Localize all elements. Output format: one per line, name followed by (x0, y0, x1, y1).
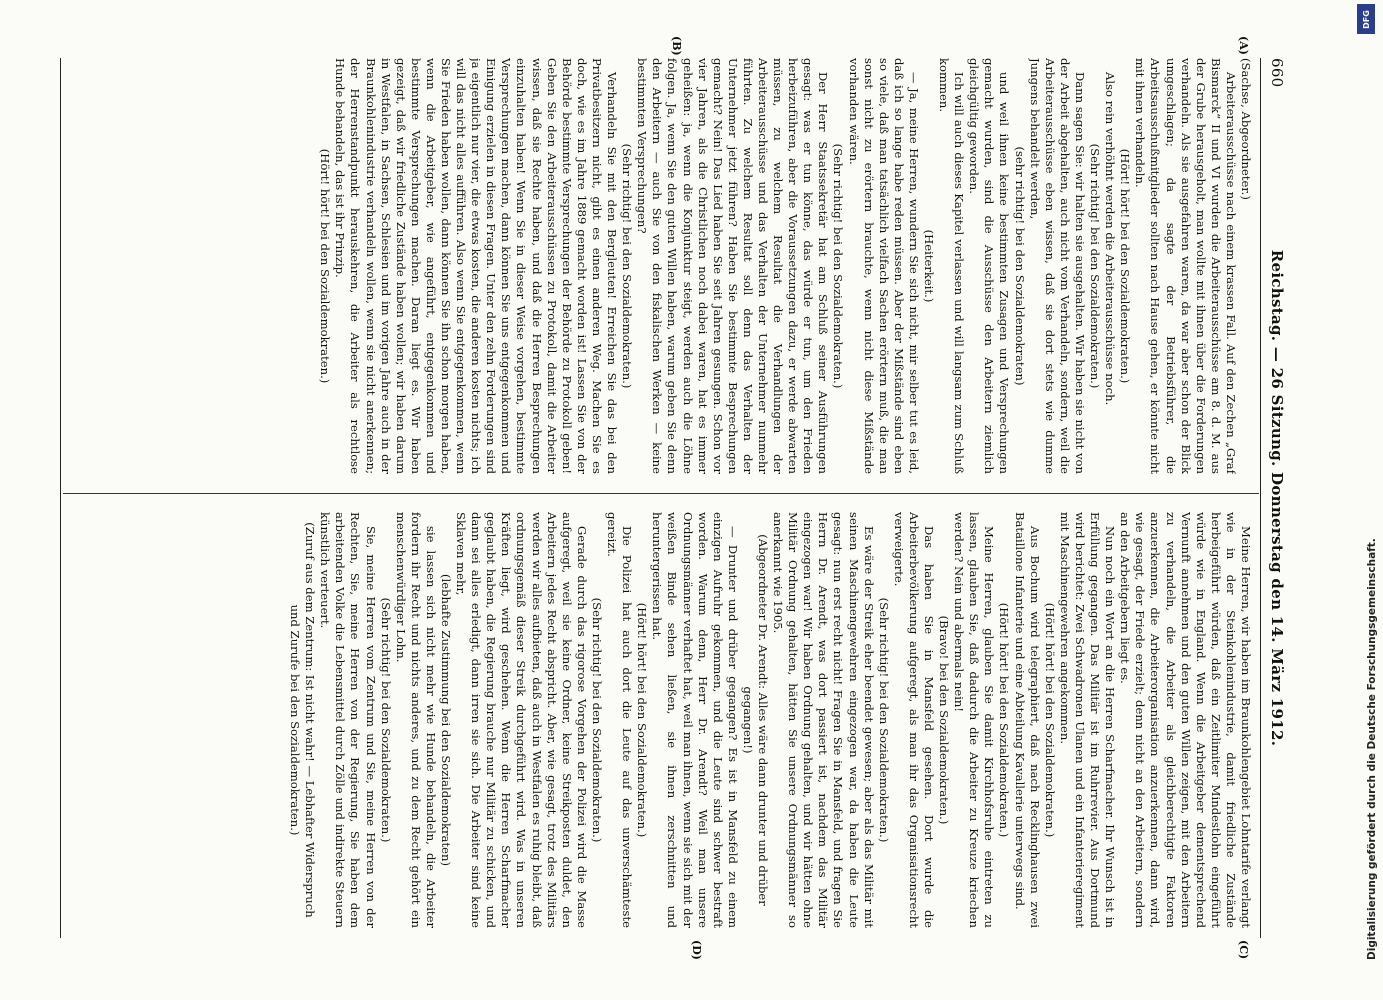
dfg-logo (1357, 4, 1375, 34)
paragraph: (Sehr richtig! bei den Sozialdemokraten.) (1088, 143, 1103, 389)
paragraph: Dann sagen Sie: wir halten sie ausgehalten. Wir haben sie nicht von der Arbeit abgehalten, auch nicht vom Verhandeln, sondern, weil die Arbeiterausschüsse eben wissen, daß sie dort stets wie dumme Jungens behandelt werden, (1027, 58, 1087, 474)
paragraph: Aus Bochum wird telegraphiert, daß nach Recklinghausen zwei Bataillone Infanterie und eine Abteilung Kavallerie unterwegs sind. (1012, 512, 1042, 928)
paragraph: Meine Herren, wir haben im Braunkohlengebiet Lohntarife verlangt wie in der Steinkohlenindustrie, damit friedliche Zustände herbeigeführt würden, daß ein Zeitlimiter Mindestlohn eingeführt würde wie in England. Wenn die Arbeitgeber dementsprechend Vernunft annehmen und den guten Willen zeigen, mit den Arbeitern zu verhandeln, die Arbeiter als gleichberechtigte Faktoren anzuerkennen, die Arbeiterorganisation anzuerkennen, dann wird, wie gesagt, der Friede erzielt; denn nicht an den Arbeitern, sondern an den Arbeitgebern liegt es. (1118, 512, 1253, 928)
right-text-column (67, 512, 1253, 928)
margin-marker-a: (A) (1237, 36, 1250, 55)
footer-rule (60, 58, 61, 938)
paragraph: Nun noch ein Wort an die Herren Scharfmacher. Ihr Wunsch ist in Erfüllung gegangen. Das Militär ist im Ruhrrevier. Aus Dortmund wird berichtet: Zwei Schwadronen Ulanen und ein Infanterieregiment mit Maschinengewehren angekommen. (1057, 512, 1118, 928)
paragraph: Die Polizei hat auch dort die Leute auf das unverschämteste gereizt. (605, 512, 635, 928)
paragraph: Ich will auch dieses Kapitel verlassen und will langsam zum Schluß kommen. (937, 58, 967, 474)
margin-marker-c: (C) (1237, 940, 1250, 960)
paragraph: Der Herr Staatssekretär hat am Schluß seiner Ausführungen gesagt: was er tun könne, das würde er tun, um den Frieden herbeizuführen, aber die Voraussetzungen dazu, er werde abwarten müssen, zu welchem Resultat die Verhandlungen der Arbeiterausschüsse und das Verhalten der Unternehmer nunmehr führten. Zu welchem Resultat soll denn das Verhalten der Unternehmer jetzt führen? Haben Sie bestimmte Besprechungen gemacht? Nein! Das Lied haben Sie seit Jahren gesungen. Schon vor vier Jahren, als die Christlichen noch dabei waren, hat es immer geheißen: ja, wenn die Konjunktur steigt, werden auch die Löhne folgen. Ja, wenn Sie den guten Willen haben, warum geben Sie denn den Arbeitern — auch Sie von den fiskalischen Werken — keine bestimmten Versprechungen? (635, 58, 831, 474)
paragraph: — Drunter und drüber gegangen? Es ist in Mansfeld zu einem einzigen Aufruhr gekommen, und die Leute sind schwer bestraft worden. Warum denn, Herr Dr. Arendt? Weil man unsere Ordnungsmänner verhaftet hat, weil man ihnen, wenn sie sich mit der weißen Binde sehen ließen, sie ihnen zerschnitten und heruntergerissen hat. (650, 512, 740, 928)
paragraph: (Sehr richtig! bei den Sozialdemokraten.) (876, 597, 891, 843)
paragraph: (lebhafte Zustimmung bei den Sozialdemokraten) (439, 574, 454, 866)
paragraph: Gerade durch das rigorose Vorgehen der Polizei wird die Masse aufgeregt, weil sie keine Ordner, keine Streikposten duldet, den Arbeitern jedes Recht abspricht. Aber, wie gesagt, trotz des Militärs werden wir alles aufbieten, daß auch in Westfalen es ruhig bleibt, daß ordnungsgemäß dieser Streik durchgeführt wird. Was in unseren Kräften liegt, wird geschehen. Wenn die Herren Scharfmacher geglaubt haben, die Regierung brauche nur Militär zu schicken, und dann sei alles erledigt, dann irren sie sich. Die Arbeiter sind keine Sklaven mehr, (454, 512, 589, 928)
paragraph: (Zuruf aus dem Zentrum: Ist nicht wahr! — Lebhafter Widerspruch und Zurufe bei den Sozialdemokraten.) (288, 522, 318, 918)
paragraph: Arbeiterausschüsse nach einem krassen Fall. Auf den Zechen „Graf Bismarck“ II und VI wurden die Arbeiterausschüsse am 8. d. M. aus der Grube herausgeholt, man wollte mit ihnen über die Forderungen verhandeln. Als sie ausgefahren waren, da war aber schon der Blick umgeschlagen; da sagte der Betriebsführer, die Arbeitsausschußmitglieder sollten nach Hause gehen, er könnte nicht mit ihnen verhandeln. (1133, 58, 1238, 474)
paragraph: (Bravo! bei den Sozialdemokraten.) (937, 615, 952, 825)
paragraph: (Hört! hört! bei den Sozialdemokraten.) (1118, 148, 1133, 384)
page-header (1262, 58, 1288, 938)
digitization-credit: Digitalisierung gefördert durch die Deutsche Forschungsgemeinschaft. (1366, 538, 1378, 960)
dfg-logo-text: DFG (1361, 9, 1371, 29)
paragraph: (Sehr richtig! bei den Sozialdemokraten.) (831, 143, 846, 389)
paragraph: sie lassen sich nicht mehr wie Hunde behandeln, die Arbeiter fordern ihr Recht und nichts anderes, und zu dem Recht gehört ein menschenwürdiger Lohn. (393, 512, 438, 928)
paragraph: (Sehr richtig! bei den Sozialdemokraten.) (378, 597, 393, 843)
paragraph: Also rein verhöhnt werden die Arbeiterausschüsse noch. (1103, 72, 1118, 406)
paragraph: (Sehr richtig! bei den Sozialdemokraten.) (620, 143, 635, 389)
paragraph: Das haben Sie in Mansfeld gesehen. Dort wurde die Arbeiterbevölkerung aufgeregt, als man ihr das Organisationsrecht verweigerte. (891, 512, 937, 928)
paragraph: (Hört! hört! bei den Sozialdemokraten.) (997, 602, 1012, 838)
margin-marker-b: (B) (670, 36, 683, 56)
paragraph: (Sachse, Abgeordneter.) (1239, 58, 1253, 200)
paragraph: (Hört! hört! bei den Sozialdemokraten.) (318, 148, 333, 384)
paragraph: Verhandeln Sie mit den Bergleuten! Erreichen Sie das bei den Privatbesitzern nicht, gibt es einen anderen Weg. Machen Sie es doch, wie es im Jahre 1889 gemacht worden ist! Lassen Sie von der Behörde bestimmte Versprechungen der Behörde zu Protokoll geben! Geben Sie den Arbeiterausschüssen zu Protokoll, damit die Arbeiter wissen, daß sie Rechte haben, und daß die Herren Besprechungen einzuhalten haben! Wenn Sie in dieser Weise vorgehen, bestimmte Versprechungen machen, dann können Sie uns entgegenkommen und Einigung erzielen in diesen Fragen. Unter den zehn Forderungen sind ja eigentlich nur vier, die etwas kosten, die anderen kosten nichts; ich will das nicht alles aufführen. Also wenn Sie entgegenkommen, wenn Sie Frieden haben wollen, dann können Sie ihn schon morgen haben, wenn die Arbeitgeber, wie angeführt, entgegenkommen und bestimmte Versprechungen machen. Daran liegt es. Wir haben gezeigt, daß wir friedliche Zustände haben wollen; wir haben darum in Westfalen, in Sachsen, Schlesien und im vorigen Jahre auch in der Braunkohlenindustrie verhandeln wollen, wenn sie nicht anerkennen; der Herrenstandpunkt herauskehren, die Arbeiter als rechtlose Hunde behandeln, das ist ihr Prinzip. (333, 58, 620, 474)
page-number: 660 (1268, 58, 1286, 88)
paragraph: (Sehr richtig! bei den Sozialdemokraten.) (589, 597, 604, 843)
paragraph: — Ja, meine Herren, wundern Sie sich nicht, mir selber tut es leid, daß ich so lange habe reden müssen. Aber der Mißstände sind eben so viele, daß man tatsächlich vielfach Sachen erörtern muß, die man sonst nicht zu erörtern brauchte, wenn nicht diese Mißstände vorhanden wären. (846, 58, 921, 474)
paragraph: und weil ihnen keine bestimmten Zusagen und Versprechungen gemacht wurden, sind die Ausschüsse den Arbeitern ziemlich gleichgültig geworden. (967, 58, 1012, 474)
header-rule (1260, 58, 1261, 938)
margin-marker-d: (D) (690, 940, 703, 960)
left-text-column (67, 58, 1253, 474)
column-divider (63, 493, 1259, 494)
paragraph: (Hört! hört! bei den Sozialdemokraten.) (635, 602, 650, 838)
paragraph: (Abgeordneter Dr. Arendt: Alles wäre dann drunter und drüber gegangen!) (740, 534, 770, 906)
paragraph: Sie, meine Herren vom Zentrum und Sie, meine Herren von der Rechten, Sie, meine Herren von der Regierung, Sie haben dem arbeitenden Volke die Lebensmittel durch Zölle und indirekte Steuern künstlich verteuert. (318, 512, 378, 928)
paragraph: (sehr richtig! bei den Sozialdemokraten) (1012, 146, 1027, 386)
paragraph: Es wäre der Streik eher beendet gewesen; aber als das Militär mit seinen Maschinengewehren eingezogen war, da haben die Leute gesagt: nun erst recht nicht! Fragen Sie in Mansfeld, und fragen Sie Herrn Dr. Arendt, was dort passiert ist, nachdem das Militär eingezogen war! Wir haben Ordnung gehalten, und wir hätten ohne Militär Ordnung gehalten, hätten Sie unsere Ordnungsmänner so anerkannt wie 1905. (771, 512, 876, 928)
paragraph: (Heiterkeit.) (922, 229, 937, 303)
paragraph: Meine Herren, glauben Sie damit Kirchhofsruhe eintreten zu lassen, glauben Sie, daß dadurch die Arbeiter zu Kreuze kriechen werden? Nein und abermals nein! (952, 512, 997, 928)
paragraph: (Hört! hört! bei den Sozialdemokraten.) (1042, 602, 1057, 838)
running-title: Reichstag. — 26 Sitzung. Donnerstag den 14. März 1912. (1268, 249, 1286, 747)
